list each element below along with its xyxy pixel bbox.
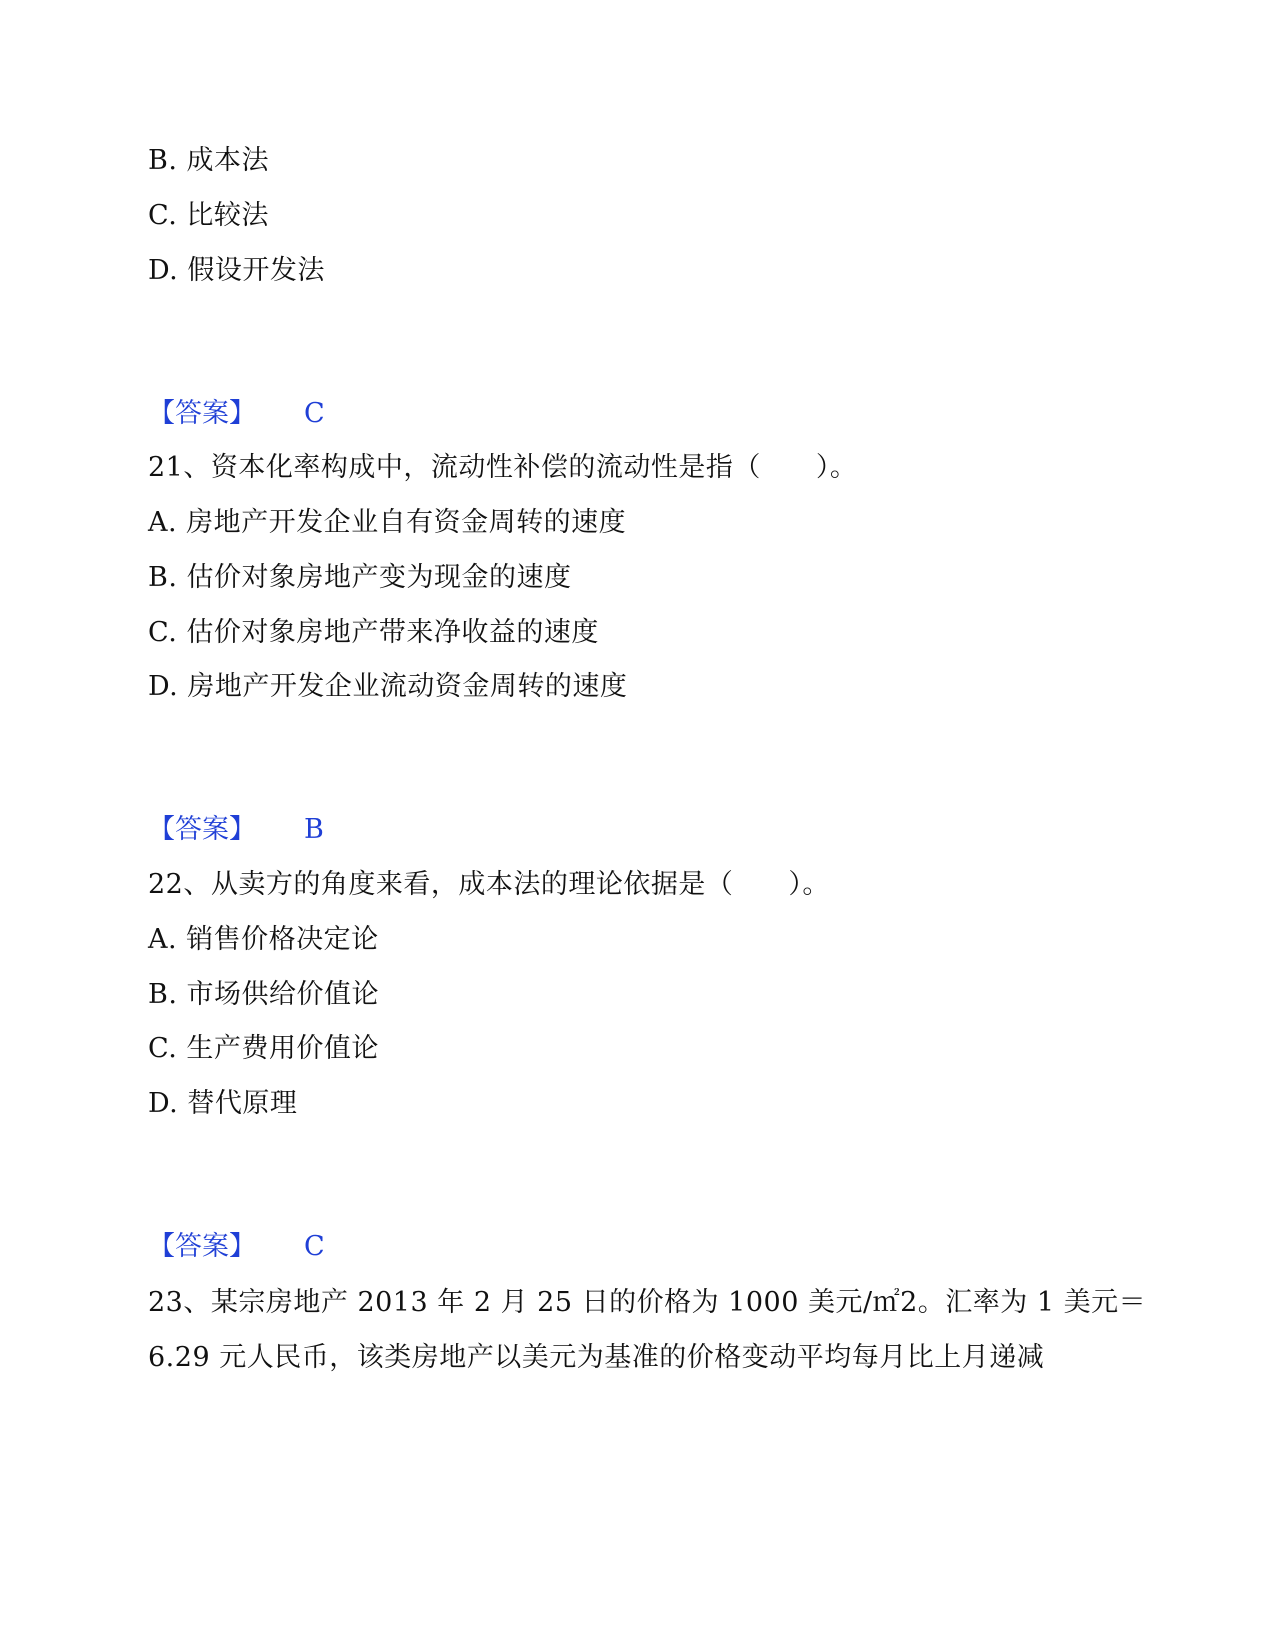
answer-label: 【答案】 [148,814,256,845]
answer-value: B [304,814,324,845]
q20-option-c: C. 比较法 [148,200,269,231]
q23-question-line-2: 6.29 元人民币，该类房地产以美元为基准的价格变动平均每月比上月递减 [148,1342,1045,1373]
q23-question-line-1: 23、某宗房地产 2013 年 2 月 25 日的价格为 1000 美元/㎡2。汇率为 1 美元＝ [148,1287,1147,1318]
q22-option-d: D. 替代原理 [148,1088,298,1119]
answer-label: 【答案】 [148,398,256,429]
q21-option-c: C. 估价对象房地产带来净收益的速度 [148,617,599,648]
q21-option-a: A. 房地产开发企业自有资金周转的速度 [148,507,627,538]
answer-value: C [304,398,325,429]
q22-option-c: C. 生产费用价值论 [148,1033,379,1064]
q22-option-a: A. 销售价格决定论 [148,924,379,955]
q22-question: 22、从卖方的角度来看，成本法的理论依据是（ ）。 [148,869,830,900]
q21-answer [148,813,324,847]
q21-question: 21、资本化率构成中，流动性补偿的流动性是指（ ）。 [148,452,858,483]
q21-option-d: D. 房地产开发企业流动资金周转的速度 [148,671,628,702]
q21-option-b: B. 估价对象房地产变为现金的速度 [148,562,572,593]
q22-answer [148,1230,325,1264]
q22-option-b: B. 市场供给价值论 [148,979,380,1010]
q20-option-b: B. 成本法 [148,145,270,176]
q20-answer [148,397,325,431]
answer-label: 【答案】 [148,1231,256,1262]
q20-option-d: D. 假设开发法 [148,255,325,286]
answer-value: C [304,1231,325,1262]
